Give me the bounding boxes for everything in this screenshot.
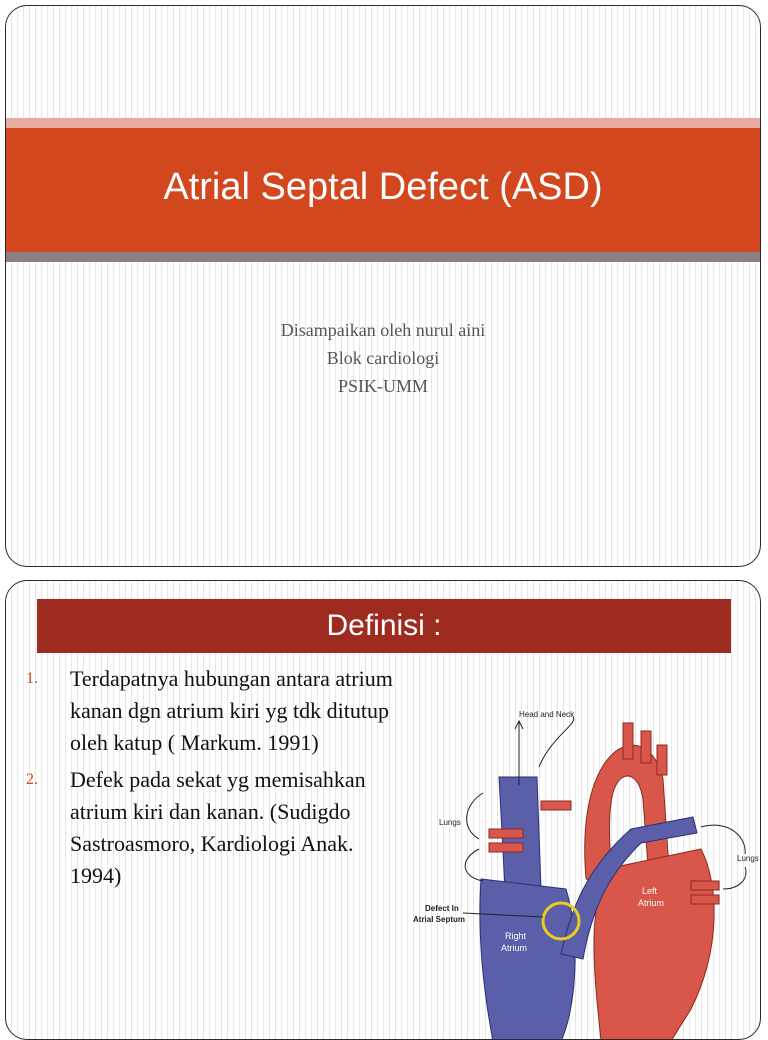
aorta-branch — [623, 723, 633, 759]
aorta-branch — [641, 731, 651, 763]
left-lung-vessel — [489, 843, 523, 852]
label-left-atrium: Left — [642, 886, 658, 896]
left-lung-vessel — [489, 829, 523, 838]
pulmonary-vein — [691, 881, 719, 890]
list-item — [26, 663, 406, 759]
subtitle-presenter: Disampaikan oleh nurul aini — [280, 320, 486, 340]
label-right-atrium: Atrium — [501, 943, 528, 953]
list-number: 2. — [26, 771, 38, 788]
title-slide — [5, 5, 761, 567]
label-left-atrium: Atrium — [638, 898, 665, 908]
flow-arrow — [723, 867, 746, 889]
slide-title: Atrial Septal Defect (ASD) — [163, 165, 603, 208]
subtitle-block: Blok cardiologi — [326, 348, 440, 368]
flow-arrow — [539, 717, 574, 767]
definition-header — [37, 599, 731, 653]
label-right-atrium: Right — [505, 931, 527, 941]
aorta-branch — [657, 745, 667, 775]
title-band — [6, 118, 760, 262]
pulmonary-vein — [691, 895, 719, 904]
title-band-bottom-stripe — [6, 252, 760, 262]
definition-title: Definisi : — [326, 609, 442, 642]
list-text: Terdapatnya hubungan antara atrium kanan dgn atrium kiri yg tdk ditutup oleh katup ( Markum. 1991) — [70, 666, 393, 755]
flow-arrow — [467, 793, 483, 839]
label-defect: Atrial Septum — [413, 915, 466, 924]
label-lungs-right: Lungs — [737, 854, 759, 863]
definition-list — [26, 663, 406, 897]
label-head-neck: Head and Neck — [519, 710, 575, 719]
list-item — [26, 764, 406, 892]
definition-slide — [5, 580, 761, 1040]
left-lung-vessel — [541, 801, 571, 810]
label-defect: Defect In — [425, 904, 459, 913]
flow-arrow — [701, 825, 745, 854]
label-lungs-left: Lungs — [439, 818, 461, 827]
heart-diagram — [401, 709, 761, 1040]
title-band-top-stripe — [6, 118, 760, 128]
flow-arrow — [465, 849, 483, 881]
subtitle-institution: PSIK-UMM — [337, 376, 429, 396]
title-band-main — [6, 128, 760, 252]
list-text: Defek pada sekat yg memisahkan atrium kiri dan kanan. (Sudigdo Sastroasmoro, Kardiologi Anak. 1994) — [70, 767, 366, 888]
list-number: 1. — [26, 670, 38, 687]
slide-subtitle — [6, 316, 760, 400]
